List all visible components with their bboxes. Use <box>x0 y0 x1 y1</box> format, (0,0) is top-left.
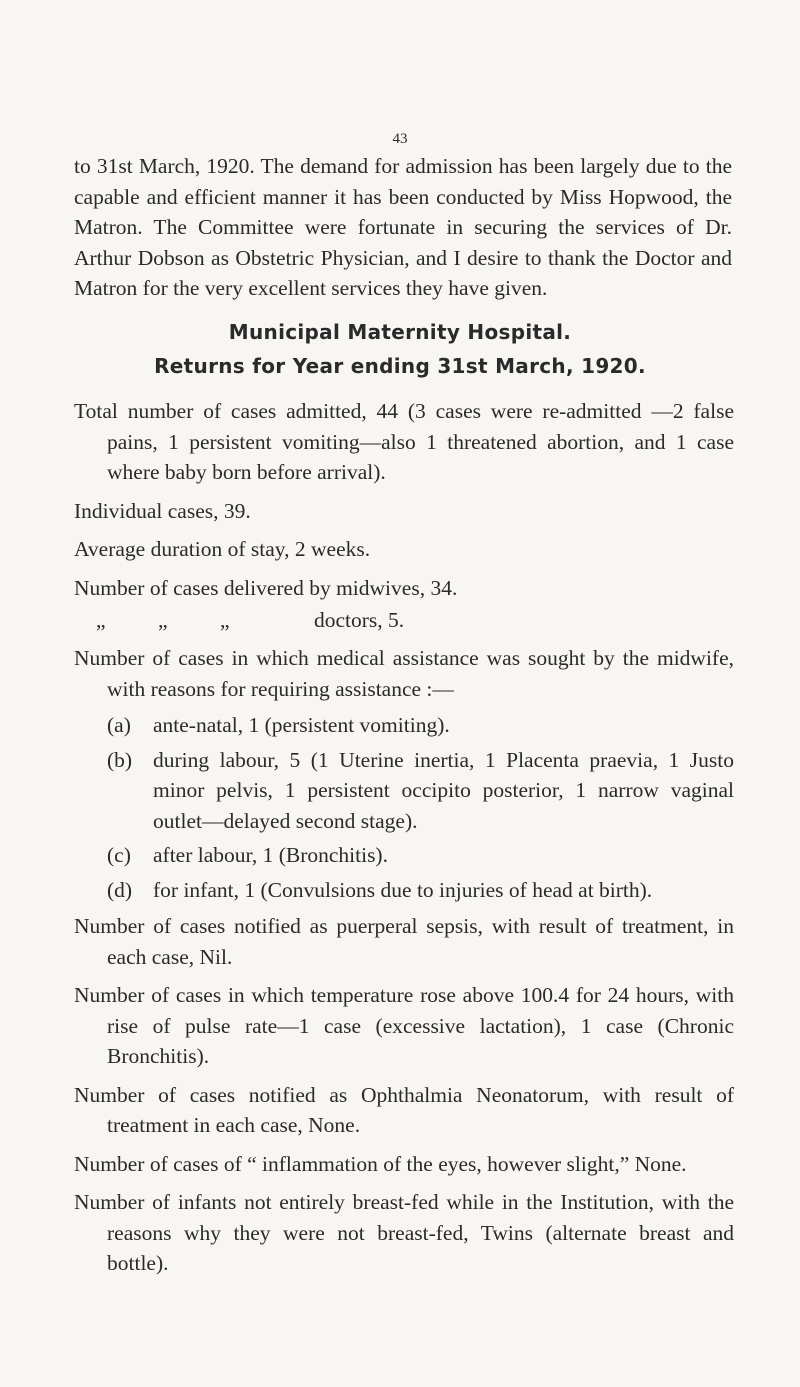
ditto-mark: „ <box>158 608 168 632</box>
assistance-item-text: after labour, 1 (Bronchitis). <box>153 843 388 867</box>
delivered-doctors-text: doctors, 5. <box>314 608 405 632</box>
delivered-midwives-paragraph: Number of cases delivered by midwives, 34. <box>74 575 458 600</box>
total-cases-paragraph: Total number of cases admitted, 44 (3 cases were re-admitted —2 false pains, 1 persistent vomiting—also 1 threatened abortion, and 1 case where baby born before arrival). <box>74 399 734 484</box>
average-stay-paragraph: Average duration of stay, 2 weeks. <box>74 537 371 561</box>
individual-cases-paragraph: Individual cases, 39. <box>74 498 251 523</box>
assistance-item-label: (b) <box>107 747 133 772</box>
ditto-mark: „ <box>220 608 230 632</box>
assistance-item-text: for infant, 1 (Convulsions due to injuries of head at birth). <box>153 877 653 902</box>
assistance-item-text: during labour, 5 (1 Uterine inertia, 1 Placenta praevia, 1 Justo minor pelvis, 1 persistent occipito posterior, 1 narrow vaginal outlet—delayed second stage). <box>153 747 734 833</box>
assistance-item <box>107 840 734 871</box>
assistance-item-label: (a) <box>107 713 131 737</box>
puerperal-sepsis-paragraph: Number of cases notified as puerperal sepsis, with result of treatment, in each case, Nil. <box>74 914 734 969</box>
medical-assistance-paragraph: Number of cases in which medical assistance was sought by the midwife, with reasons for requiring assistance :— <box>74 646 734 701</box>
temperature-paragraph: Number of cases in which temperature rose above 100.4 for 24 hours, with rise of pulse rate—1 case (excessive lactation), 1 case (Chronic Bronchitis). <box>74 983 734 1068</box>
breast-fed-paragraph: Number of infants not entirely breast-fed while in the Institution, with the reasons why they were not breast-fed, Twins (alternate breast and bottle). <box>74 1190 734 1275</box>
assistance-item-text: ante-natal, 1 (persistent vomiting). <box>153 713 450 737</box>
returns-body <box>74 396 734 1287</box>
page-number: 43 <box>392 131 408 147</box>
delivered-doctors-line <box>74 605 734 635</box>
assistance-item-label: (d) <box>107 877 133 902</box>
intro-paragraph: to 31st March, 1920. The demand for admission has been largely due to the capable and efficient manner it has been conducted by Miss Hopwood, the Matron. The Committee were fortunate in securing the services of Dr. Arthur Dobson as Obstetric Physician, and I desire to thank the Doctor and Matron for the very excellent services they have given. <box>74 154 732 300</box>
assistance-list <box>74 710 734 905</box>
ditto-marks <box>96 605 282 636</box>
section-subtitle: Returns for Year ending 31st March, 1920. <box>154 354 646 378</box>
assistance-item-label: (c) <box>107 843 131 867</box>
assistance-item <box>107 875 734 906</box>
ditto-mark: „ <box>96 608 106 632</box>
assistance-item <box>107 745 734 837</box>
section-title: Municipal Maternity Hospital. <box>228 320 572 344</box>
ophthalmia-paragraph: Number of cases notified as Ophthalmia Neonatorum, with result of treatment in each case, None. <box>74 1082 734 1137</box>
inflammation-paragraph: Number of cases of “ inflammation of the eyes, however slight,” None. <box>74 1151 687 1176</box>
assistance-item <box>107 710 734 741</box>
